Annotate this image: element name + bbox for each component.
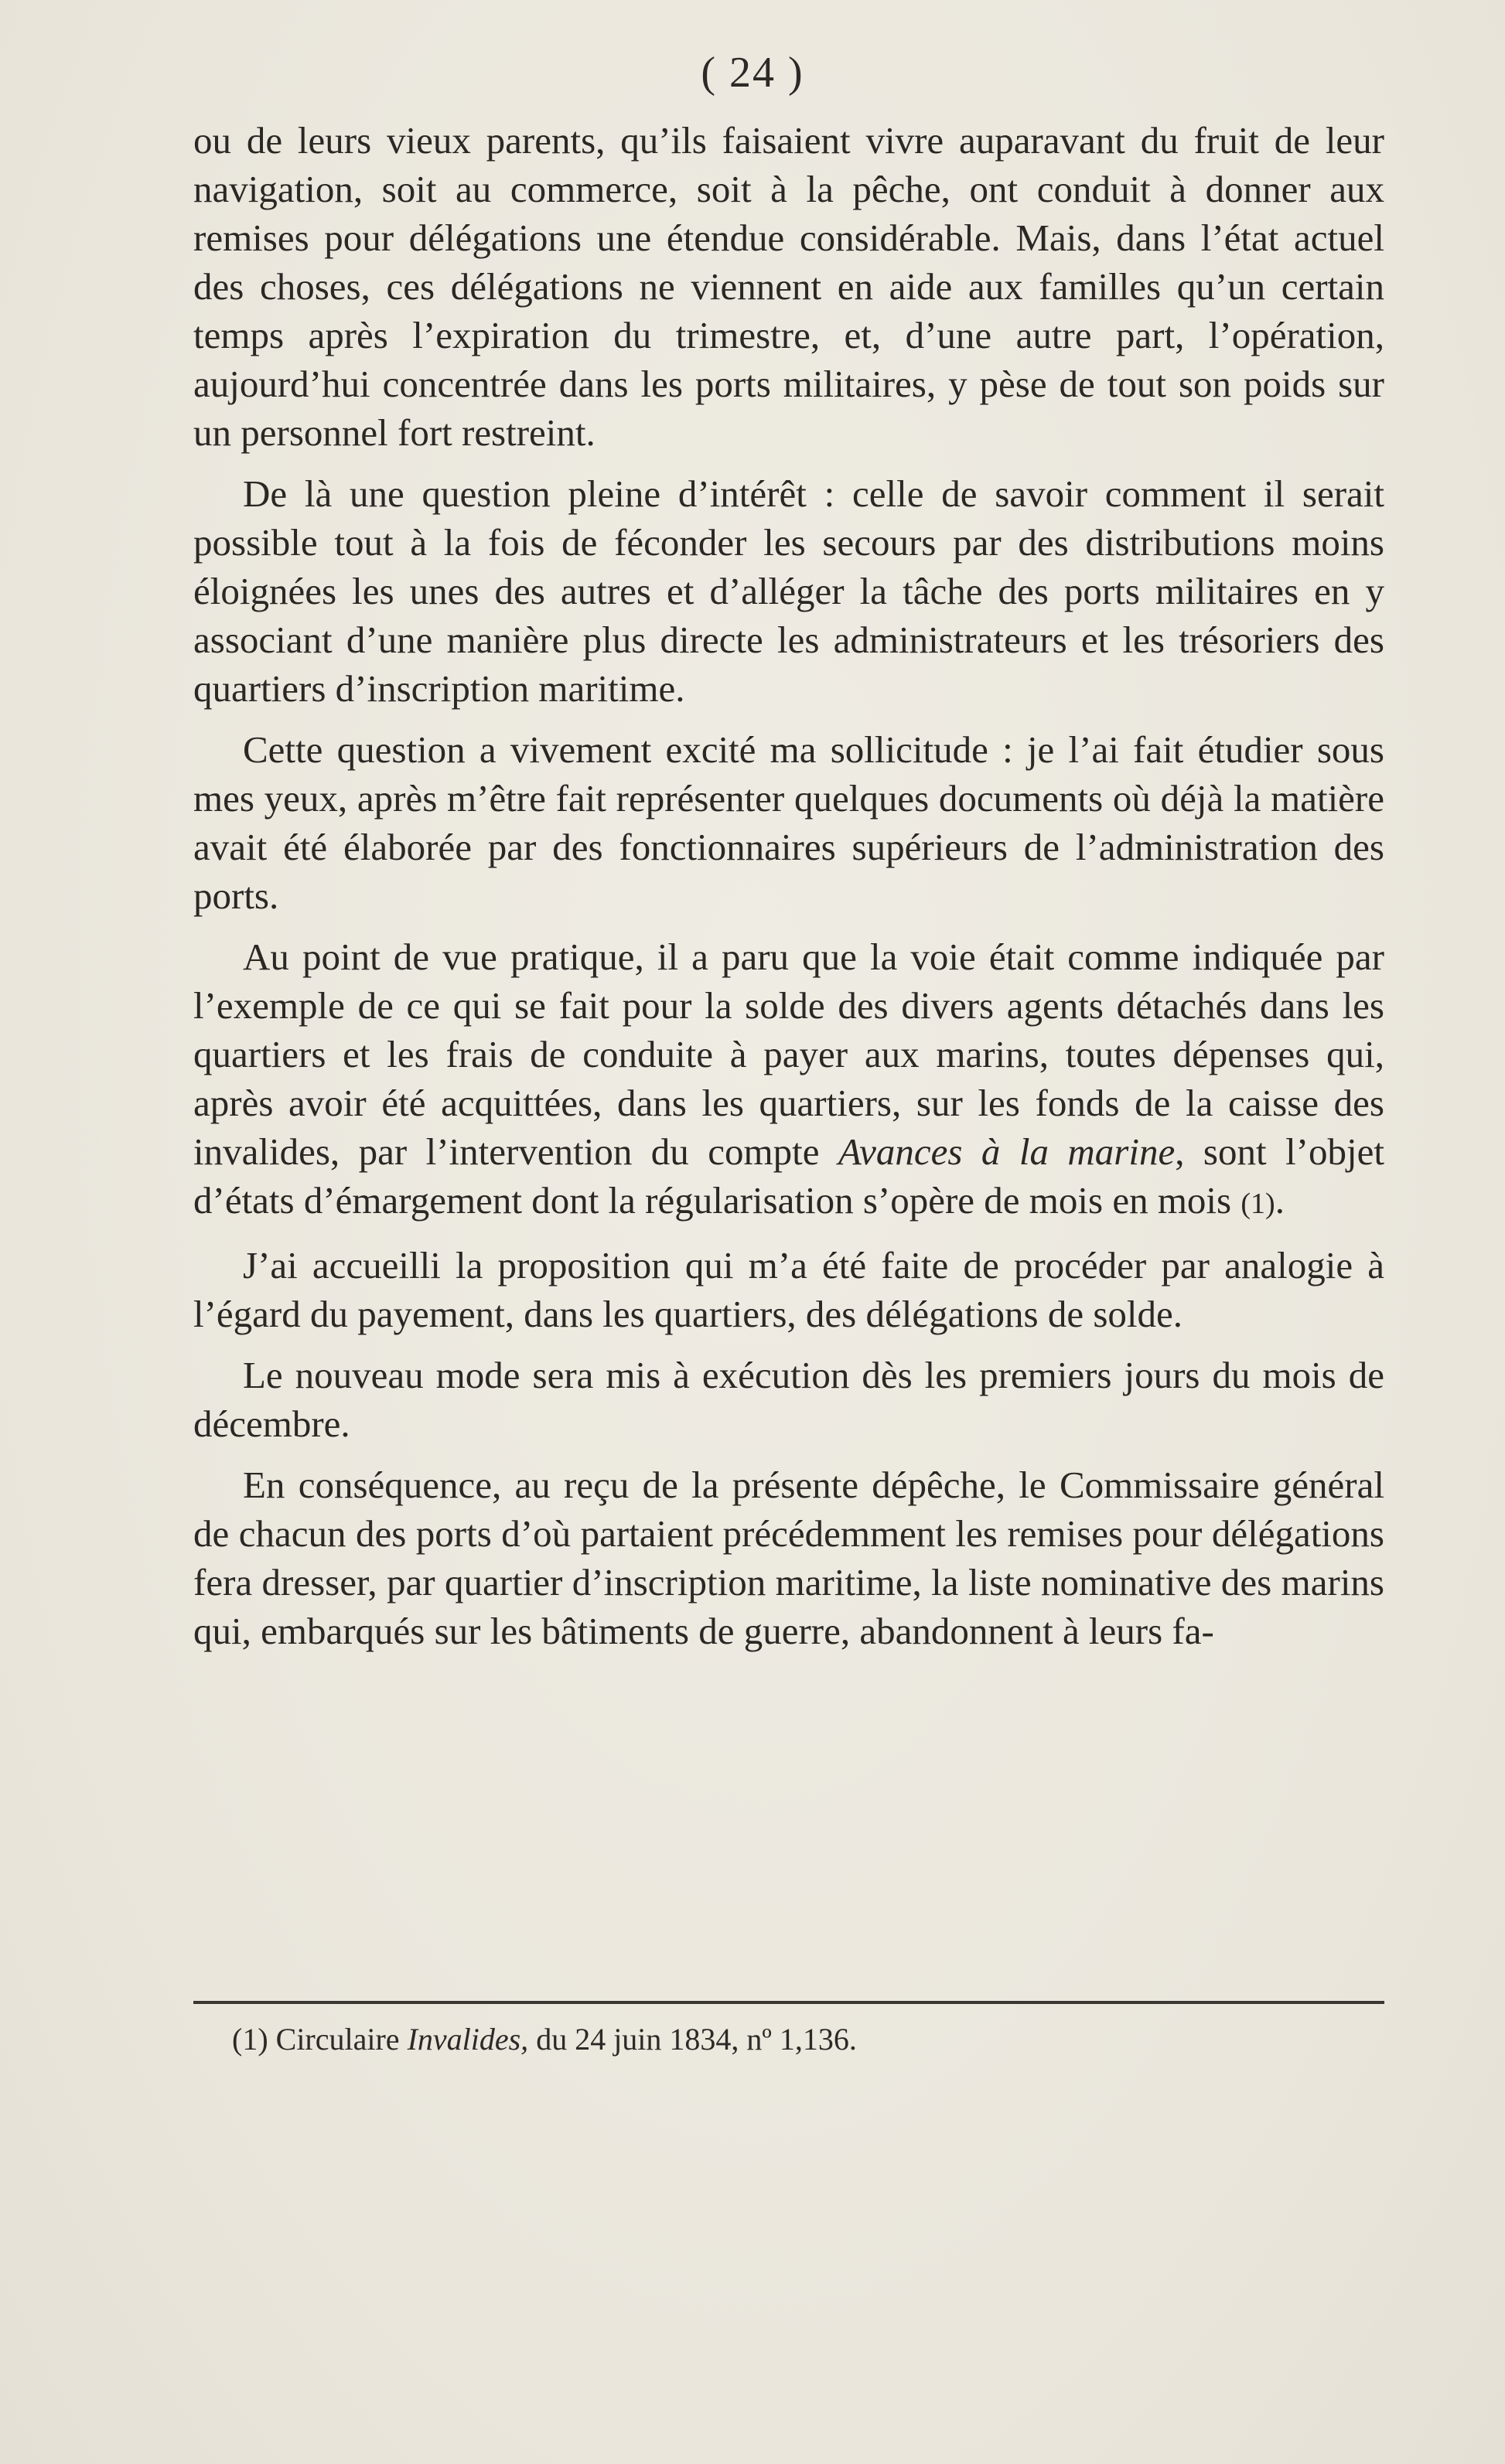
paragraph-1: ou de leurs vieux parents, qu’ils faisaient vivre auparavant du fruit de leur navigation, soit au commerce, soit à la pêche, ont conduit à donner aux remises pour délégations une étendue considérable. Mais, dans l’état actuel des choses, ces délégations ne viennent en aide aux familles qu’un certain temps après l’expiration du trimestre, et, d’une autre part, l’opération, aujourd’hui concentrée dans les ports militaires, y pèse de tout son poids sur un personnel fort restreint.	[193, 119, 1384, 454]
paragraph-4-end: .	[1275, 1179, 1285, 1222]
paragraph-2: De là une question pleine d’intérêt : celle de savoir comment il serait possible tout à la fois de féconder les secours par des distributions moins éloignées les unes des autres et d’alléger la tâche des ports militaires en y associant d’une manière plus directe les administrateurs et les trésoriers des quartiers d’inscription maritime.	[193, 472, 1384, 710]
footnote-divider	[193, 2001, 1384, 2004]
footnote-marker: (1)	[232, 2022, 268, 2057]
page-number: ( 24 )	[701, 49, 804, 97]
paragraph-5: J’ai accueilli la proposition qui m’a été faite de procéder par analogie à l’égard du payement, dans les quartiers, des délégations de solde.	[193, 1244, 1384, 1335]
paragraph-6: Le nouveau mode sera mis à exécution dès les premiers jours du mois de décembre.	[193, 1354, 1384, 1445]
footnote-text-before: Circulaire	[268, 2022, 408, 2057]
body-text	[193, 116, 1384, 1668]
paragraph-4-italic: Avances à la marine	[838, 1130, 1176, 1173]
paragraph-4-text-after: , sont l’objet d’états d’émargement dont la régularisation s’opère de mois en mois	[193, 1130, 1384, 1222]
footnote-reference[interactable]: (1)	[1241, 1188, 1275, 1220]
paragraph-3: Cette question a vivement excité ma sollicitude : je l’ai fait étudier sous mes yeux, après m’être fait représenter quelques documents où déjà la matière avait été élaborée par des fonctionnaires supérieurs de l’administration des ports.	[193, 728, 1384, 917]
footnote-italic: Invalides,	[407, 2022, 529, 2057]
paragraph-4-text-before: Au point de vue pratique, il a paru que la voie était comme indiquée par l’exemple de ce qui se fait pour la solde des divers agents détachés dans les quartiers et les frais de conduite à payer aux marins, toutes dépenses qui, après avoir été acquittées, dans les quartiers, sur les fonds de la caisse des invalides, par l’intervention du compte	[193, 936, 1384, 1173]
paragraph-7: En conséquence, au reçu de la présente dépêche, le Commissaire général de chacun des ports d’où partaient précédemment les remises pour délégations fera dresser, par quartier d’inscription maritime, la liste nominative des marins qui, embarqués sur les bâtiments de guerre, abandonnent à leurs fa-	[193, 1464, 1384, 1652]
footnote-text-after: du 24 juin 1834, nº 1,136.	[528, 2022, 857, 2057]
footnote	[232, 2019, 1353, 2060]
paragraph-4	[193, 932, 1384, 1229]
